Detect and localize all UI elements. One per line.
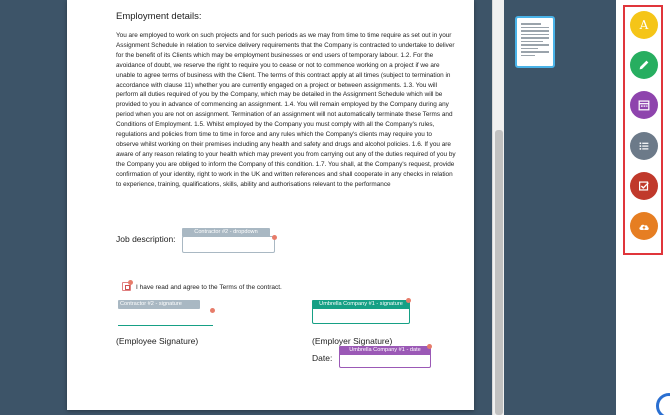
employee-signature-label: (Employee Signature) [116,336,199,346]
list-tool-button[interactable] [630,132,658,160]
date-field-tag: Umbrella Company #1 - date [339,346,431,355]
employer-signature-field[interactable] [312,300,410,324]
employer-signature-label: (Employer Signature) [312,336,393,346]
agree-label: I have read and agree to the Terms of the contract. [136,284,282,291]
job-description-label: Job description: [116,234,176,244]
cloud-upload-icon [637,219,651,233]
field-toolbar [616,0,670,415]
job-description-dropdown[interactable] [182,236,275,253]
page-thumbnail-panel [504,0,616,415]
checkbox-tool-button[interactable] [630,172,658,200]
job-field-handle[interactable] [272,235,277,240]
date-field[interactable] [339,346,431,368]
calendar-icon [637,98,651,112]
document-scrollbar[interactable] [492,0,504,415]
employee-signature-tag: Contractor #2 - signature [118,300,200,309]
letter-a-icon: A [639,18,649,32]
page-thumbnail[interactable] [515,16,555,68]
employer-signature-handle[interactable] [406,298,411,303]
list-icon [637,139,651,153]
text-tool-button[interactable] [630,11,658,39]
employer-signature-tag: Umbrella Company #1 - signature [312,300,410,309]
document-page [67,0,474,410]
upload-tool-button[interactable] [630,212,658,240]
contract-body-text: You are employed to work on such projects and for such periods as we may from time to time require as set out in your Assignment Schedule in relation to service delivery requirements that the Company is contracted to undertake to deliver for the benefit of its Clients which may be employment businesses or end users of temporary labour. 1.2. For the avoidance of doubt, we reserve the right to require you to cease or not to commence working on a project if we are unable to agree terms of business with the Client. The terms of this contract apply at all times (subject to termination in accordance with clause 11) whether you are currently engaged on a project or between assignments. 1.3. You will perform all duties required of you by the Company, which may be detailed in the Assignment Schedule which will be provided to you in advance of commencing an assignment. 1.4. You will remain employed by the Company during any period when you are not on assignment. Termination of an assignment will not automatically terminate these Terms and Conditions of Employment. 1.5. Whilst employed by the Company you must comply with all the Company's rules, regulations and policies from time to time in force and any rules which the Company's clients may require you to observe whilst working on their premises including any health and safety and drugs and alcohol policies. 1.6. If you are aware of any reason relating to your health which may prevent you from carrying out any of the duties required of you by the Company you are obliged to inform the Company of this condition. 1.7. You shall, at the Company's request, provide confirmation of your identity, right to work in the UK and written references and shall cooperate in any checks in relation to experience, training, qualifications, skills, ability and authorisations relevant to the performance [116,32,456,188]
job-field-tag: Contractor #2 - dropdown [182,228,270,237]
date-label: Date: [312,353,333,363]
tools-highlight-box [623,5,663,255]
employee-signature-field[interactable] [118,306,213,326]
employee-signature-handle[interactable] [210,308,215,313]
checkbox-handle[interactable] [128,280,133,285]
date-tool-button[interactable] [630,91,658,119]
scrollbar-thumb[interactable] [495,130,503,415]
section-heading: Employment details: [116,11,202,22]
date-field-handle[interactable] [427,344,432,349]
edit-tool-button[interactable] [630,51,658,79]
chat-support-icon[interactable] [656,393,670,415]
checkbox-icon [637,179,651,193]
pencil-icon [637,58,651,72]
